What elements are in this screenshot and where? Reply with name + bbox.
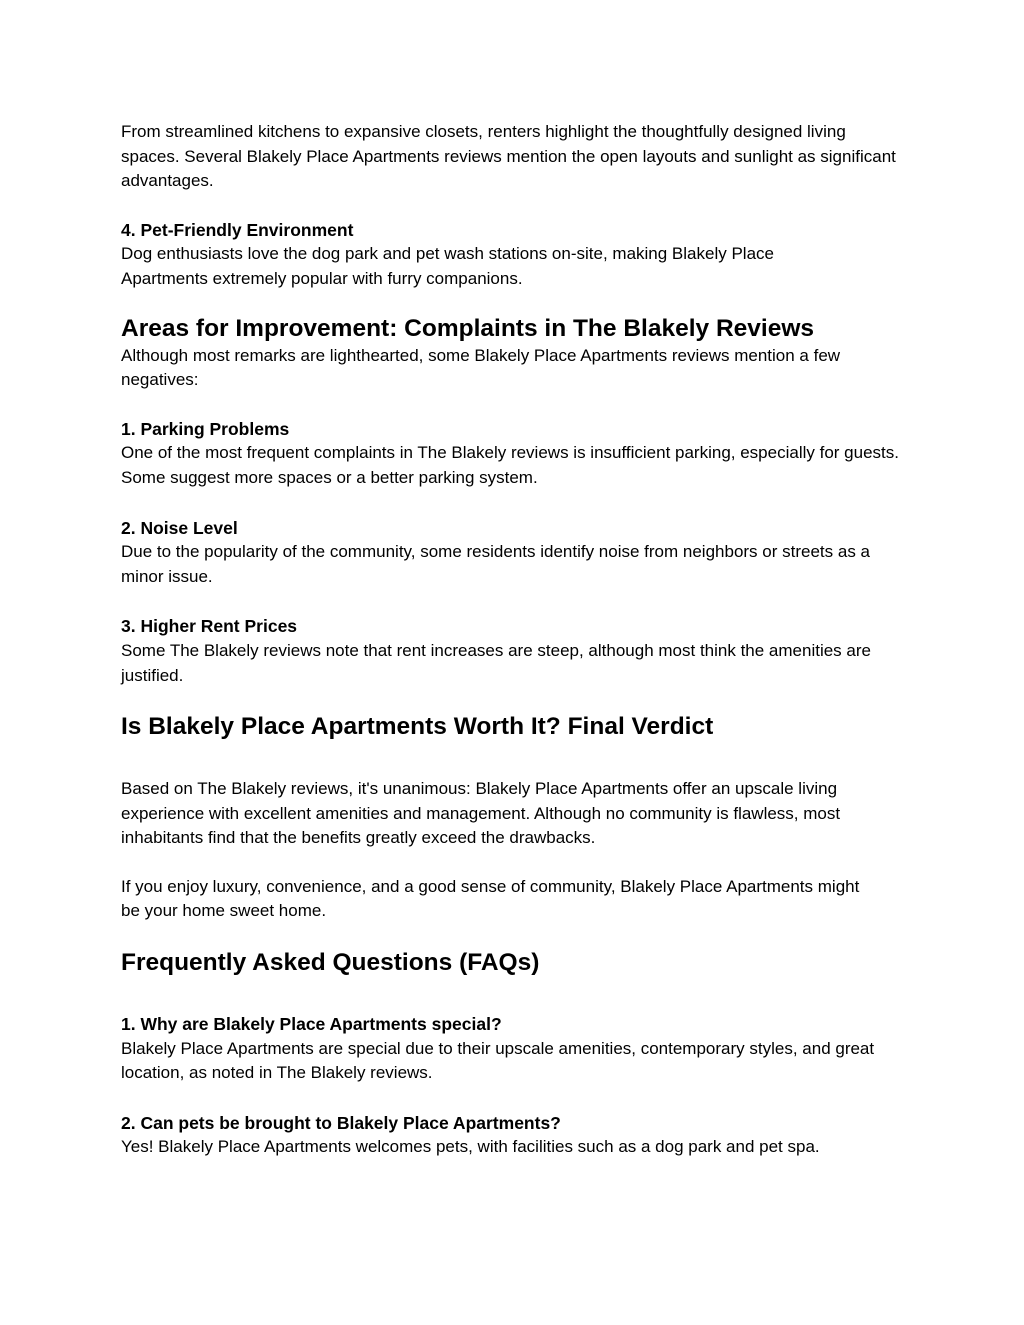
parking-title: 1. Parking Problems xyxy=(121,418,290,439)
rent-body: Some The Blakely reviews note that rent increases are steep, although most think the amenities are justified. xyxy=(121,640,871,685)
verdict-paragraph-2: If you enjoy luxury, convenience, and a good sense of community, Blakely Place Apartments might be your home sweet home. xyxy=(121,876,860,921)
rent-title: 3. Higher Rent Prices xyxy=(121,616,298,637)
faq-answer-1: Blakely Place Apartments are special due to their upscale amenities, contemporary styles, and great location, as noted in The Blakely reviews. xyxy=(121,1038,875,1083)
pet-friendly-title: 4. Pet-Friendly Environment xyxy=(121,219,354,240)
verdict-paragraph-1: Based on The Blakely reviews, it's unanimous: Blakely Place Apartments offer an upscale living experience with excellent amenities and management. Although no community is flawless, most inhabitants find that the benefits greatly exceed the drawbacks. xyxy=(121,779,841,848)
verdict-heading: Is Blakely Place Apartments Worth It? Final Verdict xyxy=(121,713,714,741)
faq-answer-2: Yes! Blakely Place Apartments welcomes pets, with facilities such as a dog park and pet spa. xyxy=(121,1137,820,1157)
noise-title: 2. Noise Level xyxy=(121,517,238,538)
noise-body: Due to the popularity of the community, some residents identify noise from neighbors or streets as a minor issue. xyxy=(121,542,870,586)
faq-heading: Frequently Asked Questions (FAQs) xyxy=(121,949,540,977)
improvement-intro: Although most remarks are lighthearted, some Blakely Place Apartments reviews mention a few negatives: xyxy=(121,345,841,390)
document-page xyxy=(121,120,911,1160)
improvement-heading: Areas for Improvement: Complaints in The Blakely Reviews xyxy=(121,314,815,342)
pet-friendly-body: Dog enthusiasts love the dog park and pet wash stations on-site, making Blakely Place Apartments extremely popular with furry companions. xyxy=(121,244,774,288)
faq-question-2: 2. Can pets be brought to Blakely Place Apartments? xyxy=(121,1112,561,1133)
intro-paragraph: From streamlined kitchens to expansive closets, renters highlight the thoughtfully designed living spaces. Several Blakely Place Apartments reviews mention the open layouts and sunlight as significant advantages. xyxy=(121,122,896,191)
parking-body: One of the most frequent complaints in The Blakely reviews is insufficient parking, especially for guests. Some suggest more spaces or a better parking system. xyxy=(121,443,899,487)
faq-question-1: 1. Why are Blakely Place Apartments special? xyxy=(121,1014,502,1035)
